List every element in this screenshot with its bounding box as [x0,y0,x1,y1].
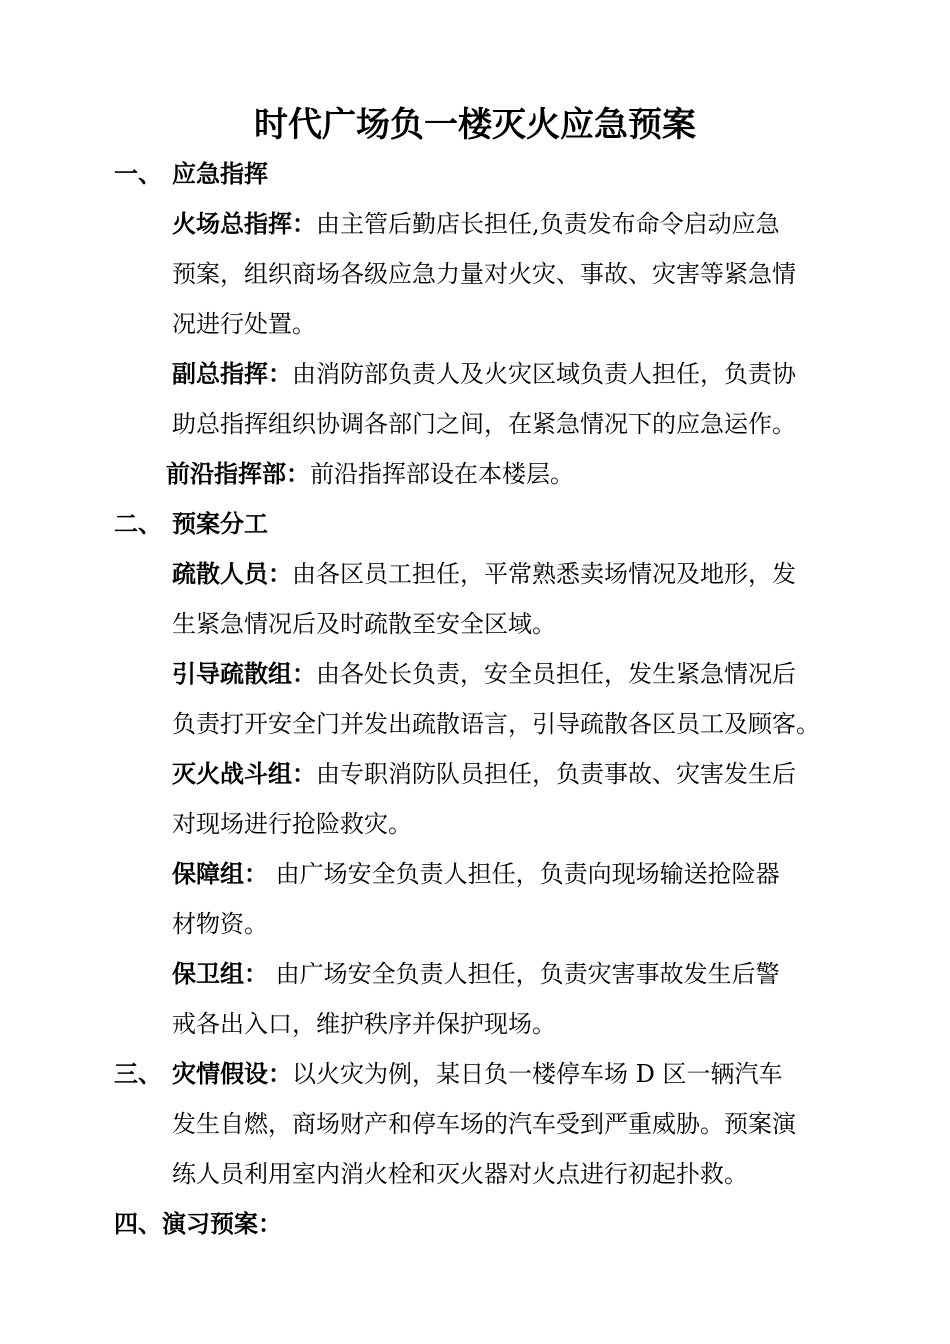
support-group-text-1: 由广场安全负责人担任，负责向现场输送抢险器 [268,860,780,888]
guard-group-line-1 [172,957,780,991]
guard-group-label: 保卫组： [172,960,268,988]
deputy-commander-line-1 [172,357,796,391]
support-group-label: 保障组： [172,860,268,888]
evacuees-line-2: 生紧急情况后及时疏散至安全区域。 [172,610,556,638]
section-2-number: 二、 [114,510,162,538]
scenario-line-3: 练人员利用室内消火栓和灭火器对火点进行初起扑救。 [172,1160,748,1188]
guide-group-text-1: 由各处长负责，安全员担任，发生紧急情况后 [316,660,796,688]
scenario-line-1 [172,1057,783,1091]
chief-commander-label: 火场总指挥： [172,210,316,238]
chief-commander-line-1 [172,207,780,241]
front-command-text: 前沿指挥部设在本楼层。 [310,460,574,488]
fire-group-line-2: 对现场进行抢险救灾。 [172,810,412,838]
support-group-line-2: 材物资。 [172,910,268,938]
evacuees-label: 疏散人员： [172,560,292,588]
section-4-heading: 四、演习预案： [114,1210,282,1238]
section-3-number: 三、 [114,1060,162,1088]
evacuees-text-1: 由各区员工担任，平常熟悉卖场情况及地形，发 [292,560,796,588]
chief-commander-line-3: 况进行处置。 [172,310,316,338]
deputy-commander-line-2: 助总指挥组织协调各部门之间，在紧急情况下的应急运作。 [172,410,796,438]
guide-group-label: 引导疏散组： [172,660,316,688]
evacuees-line-1 [172,557,796,591]
scenario-line-2: 发生自燃，商场财产和停车场的汽车受到严重威胁。预案演 [172,1110,796,1138]
front-command-line [166,457,574,491]
fire-group-line-1 [172,757,796,791]
guide-group-line-1 [172,657,796,691]
chief-commander-line-2: 预案，组织商场各级应急力量对火灾、事故、灾害等紧急情 [172,260,796,288]
document-title: 时代广场负一楼灭火应急预案 [254,105,696,145]
chief-commander-text-1: 由主管后勤店长担任,负责发布命令启动应急 [316,210,780,238]
section-1-number: 一、 [114,160,162,188]
guide-group-line-2: 负责打开安全门并发出疏散语言，引导疏散各区员工及顾客。 [172,710,820,738]
fire-group-text-1: 由专职消防队员担任，负责事故、灾害发生后 [316,760,796,788]
deputy-commander-text-1: 由消防部负责人及火灾区域负责人担任，负责协 [292,360,796,388]
scenario-text-1: 以火灾为例，某日负一楼停车场 D 区一辆汽车 [292,1060,783,1088]
support-group-line-1 [172,857,780,891]
scenario-label: 灾情假设： [172,1060,292,1088]
deputy-commander-label: 副总指挥： [172,360,292,388]
guard-group-text-1: 由广场安全负责人担任，负责灾害事故发生后警 [268,960,780,988]
guard-group-line-2: 戒各出入口，维护秩序并保护现场。 [172,1010,556,1038]
section-1-heading: 应急指挥 [172,160,268,188]
front-command-label: 前沿指挥部： [166,460,310,488]
fire-group-label: 灭火战斗组： [172,760,316,788]
section-2-heading: 预案分工 [172,510,268,538]
